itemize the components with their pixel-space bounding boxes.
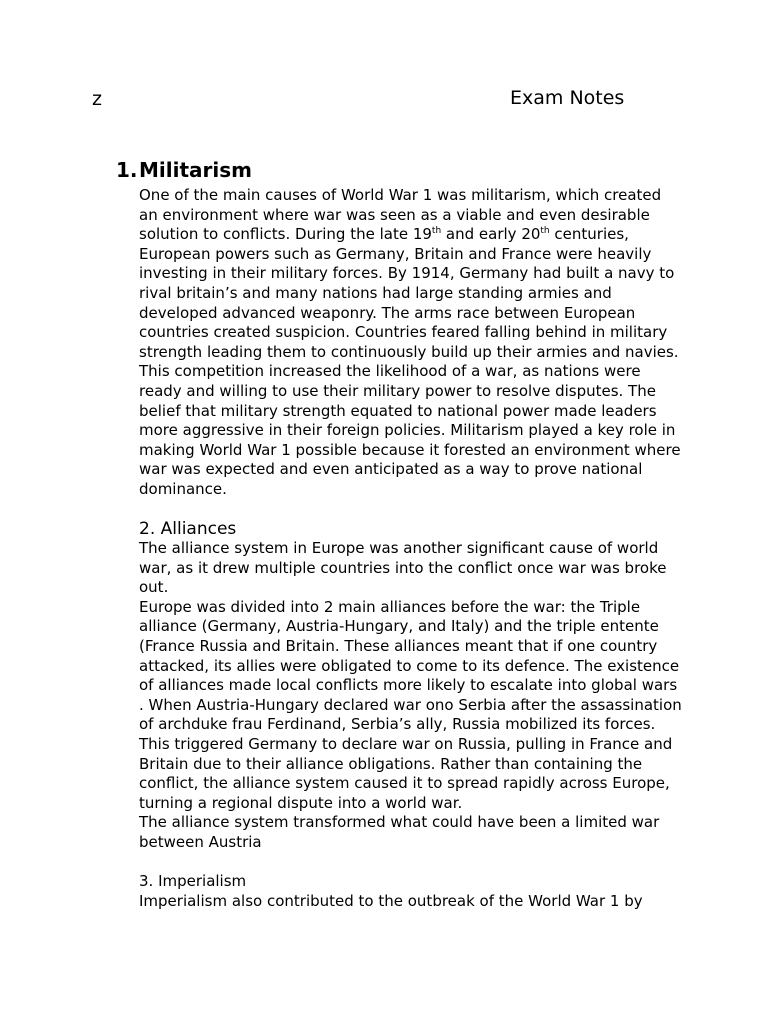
section-1-text-part3: centuries, European powers such as Germany, Britain and France were heavily investing in their military forces. By 1914, Germany had built a navy to rival britain’s and many nations had large standing armies and developed advanced weaponry. The arms race between European countries created suspicion. Countries feared falling behind in military strength leading them to continuously build up their armies and navies. This competition increased the likelihood of a war, as nations were ready and willing to use their military power to resolve disputes. The belief that military strength equated to national power made leaders more aggressive in their foreign policies. Militarism played a key role in making World War 1 possible because it forested an environment where war was expected and even anticipated as a way to prove national dominance. (139, 225, 681, 498)
section-1-text-part1: One of the main causes of World War 1 was militarism, which created an environment where war was seen as a viable and even desirable solution to conflicts. During the late 19 (139, 186, 662, 244)
section-1-text-part2: and early 20 (441, 225, 541, 244)
header-title: Exam Notes (510, 87, 625, 109)
superscript-th-1: th (431, 226, 442, 237)
section-1-title: Militarism (139, 158, 252, 182)
section-2-heading: 2. Alliances (139, 519, 237, 540)
section-3-paragraph-1: Imperialism also contributed to the outbreak of the World War 1 by (139, 891, 643, 910)
section-2-paragraph-1: The alliance system in Europe was another significant cause of world war, as it drew multiple countries into the conflict once war was broke out. (139, 539, 667, 597)
section-2-paragraph-2: Europe was divided into 2 main alliances before the war: the Triple alliance (Germany, Austria-Hungary, and Italy) and the triple entente (France Russia and Britain. These alliances meant that if one country attacked, its allies were obligated to come to its defence. The existence of alliances made local conflicts more likely to escalate into global wars . When Austria-Hungary declared war ono Serbia after the assassination of archduke frau Ferdinand, Serbia’s ally, Russia mobilized its forces. This triggered Germany to declare war on Russia, pulling in France and Britain due to their alliance obligations. Rather than containing the conflict, the alliance system caused it to spread rapidly across Europe, turning a regional dispute into a world war. (139, 597, 682, 812)
section-1-heading (116, 158, 684, 182)
section-3-heading: 3. Imperialism (139, 872, 247, 891)
header-left-text: z (92, 88, 102, 110)
blank-line (139, 500, 684, 520)
section-2-paragraph-3: The alliance system transformed what could have been a limited war between Austria (139, 813, 660, 851)
section-1-number: 1. (116, 158, 138, 182)
document-body (116, 158, 684, 911)
section-1-paragraph (139, 186, 684, 500)
blank-line (139, 853, 684, 873)
superscript-th-2: th (540, 226, 550, 237)
